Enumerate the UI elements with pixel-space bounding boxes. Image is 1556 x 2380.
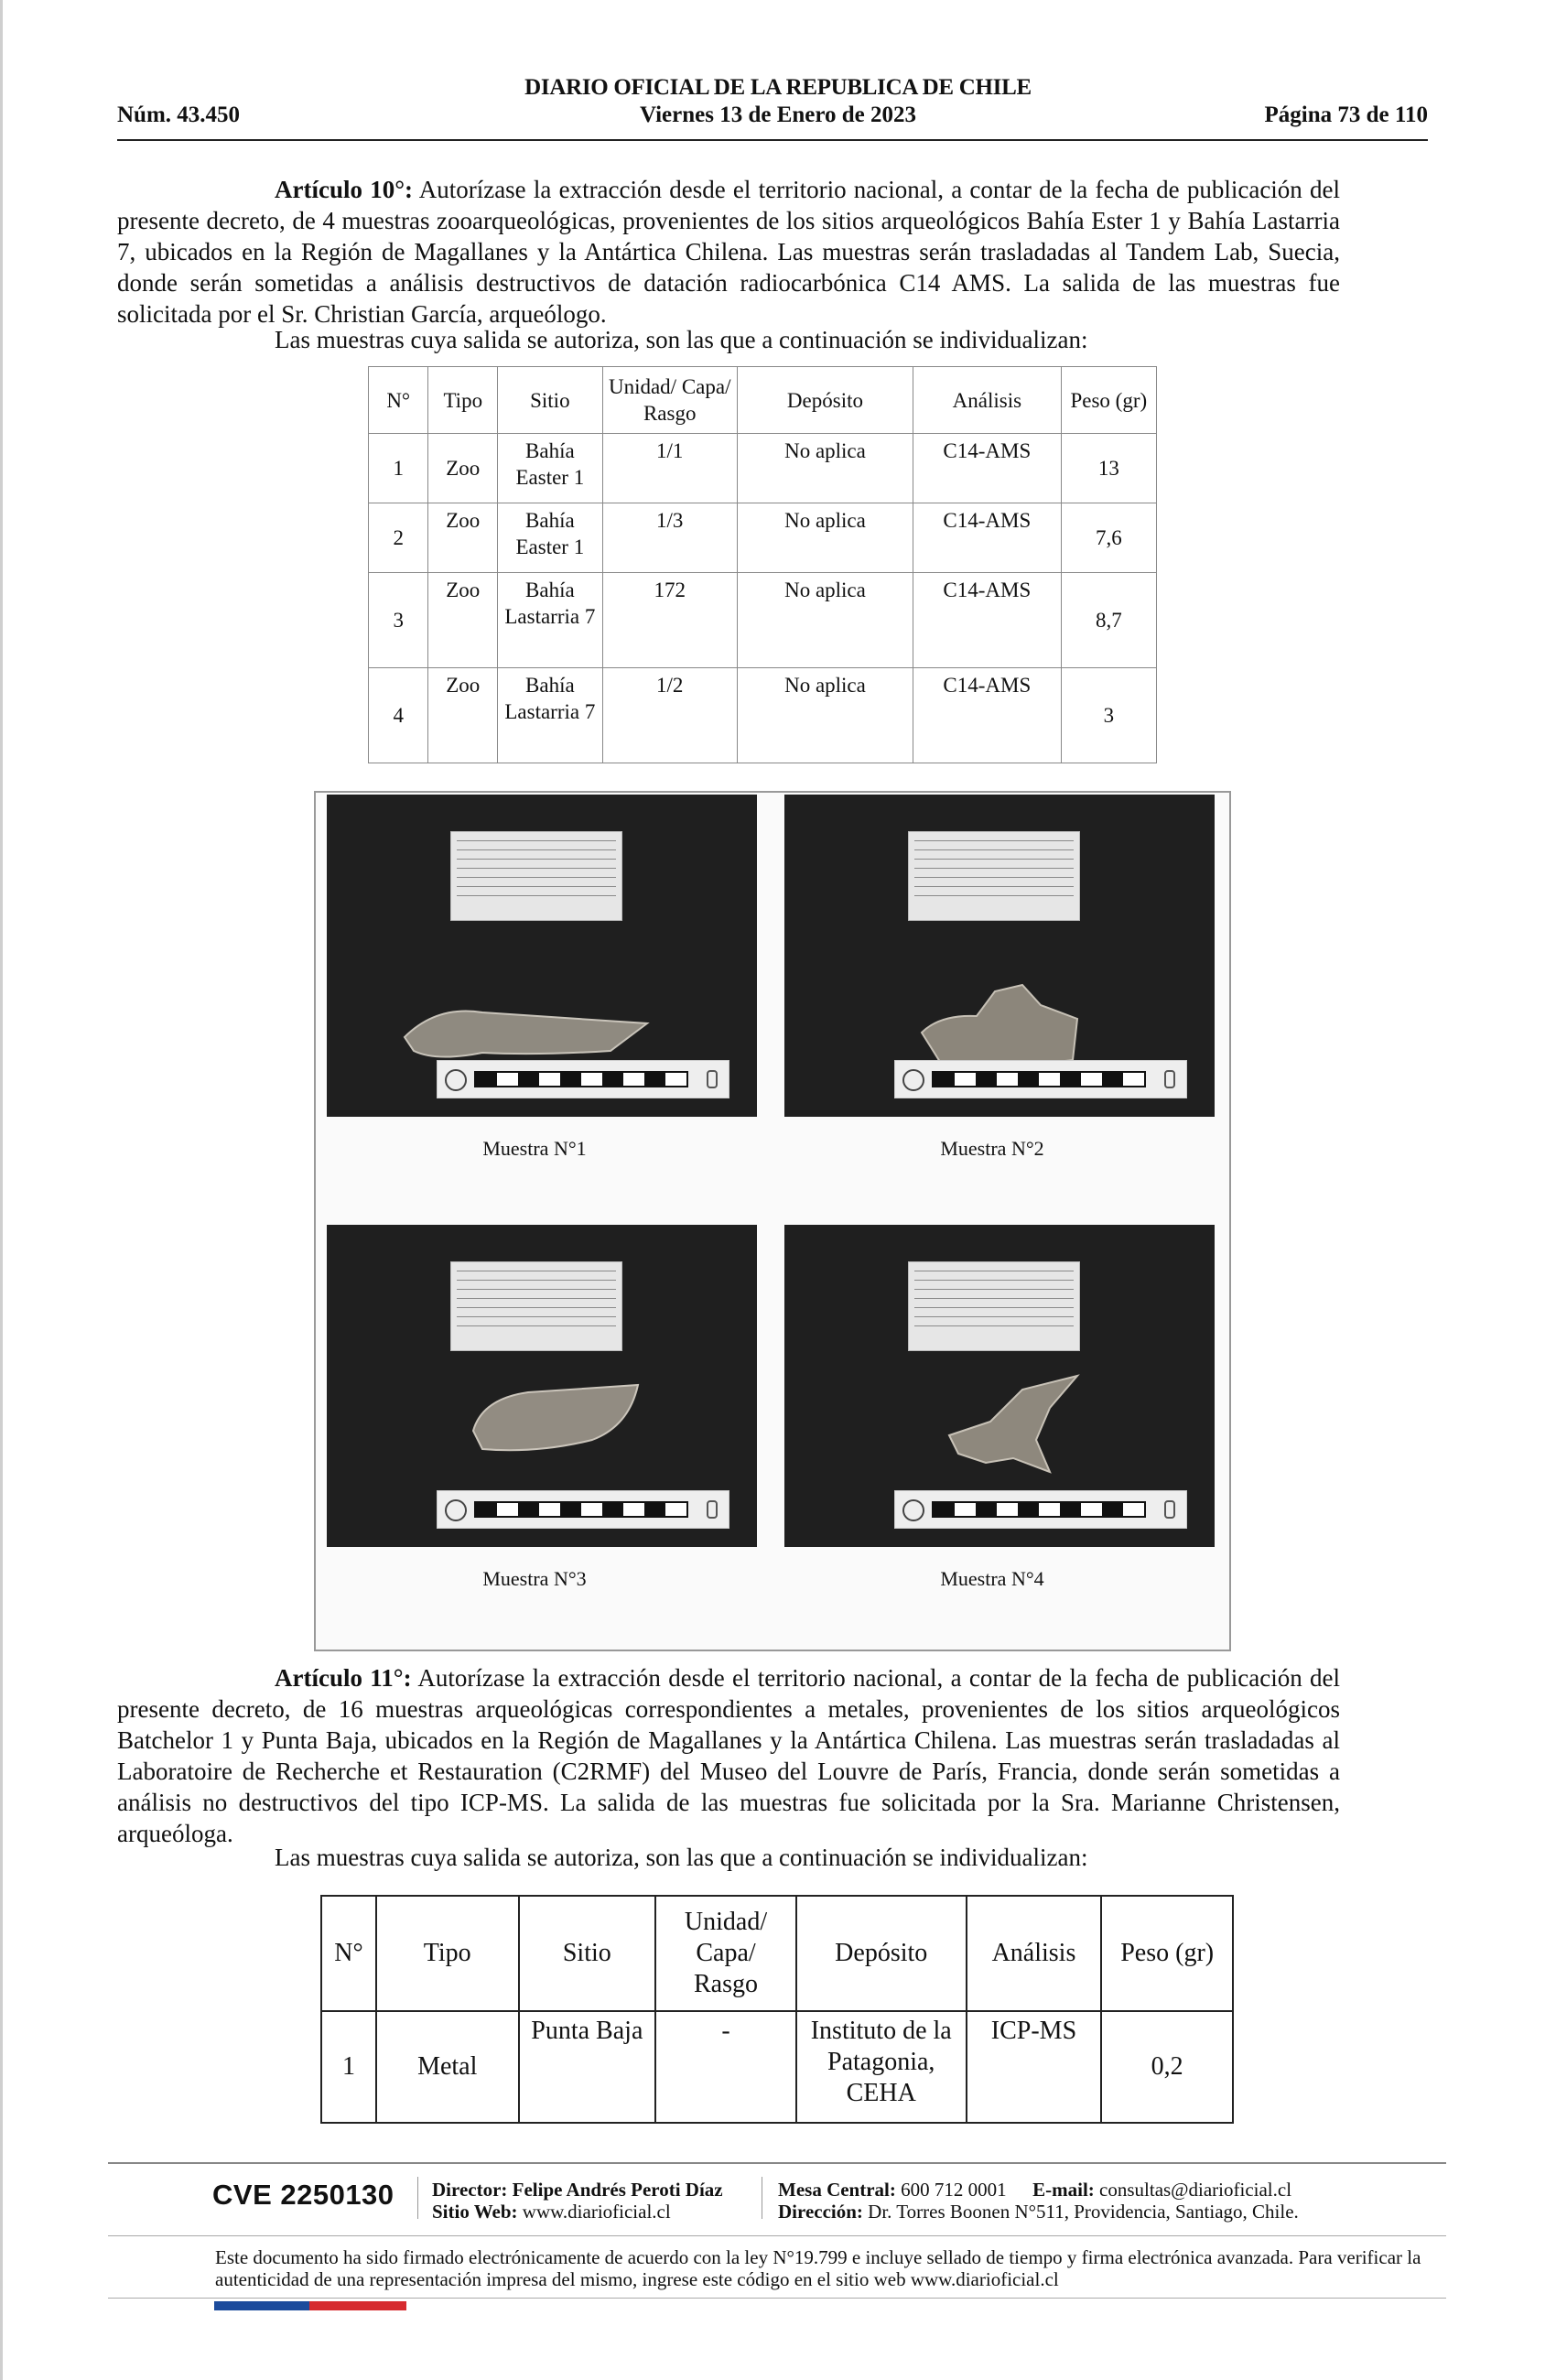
col-header-unit: Unidad/ Capa/ Rasgo [602, 367, 737, 434]
photo-caption: Muestra N°4 [940, 1567, 1044, 1590]
samples-table-2 [320, 1895, 1234, 2124]
email-link[interactable]: consultas@diarioficial.cl [1099, 2179, 1292, 2201]
issue-number: Núm. 43.450 [117, 103, 241, 127]
sample-photo-3 [327, 1225, 757, 1547]
sample-photo-cell-2 [773, 793, 1211, 1210]
footer-separator [417, 2177, 418, 2219]
cell-type: Zoo [428, 434, 498, 503]
header-divider [117, 139, 1428, 141]
cell-number: 4 [369, 668, 428, 763]
cell-type: Zoo [428, 503, 498, 573]
cell-unit: 1/1 [602, 434, 737, 503]
scale-bar [437, 1060, 729, 1098]
samples-table-1 [368, 366, 1157, 763]
email-label: E-mail: [1032, 2179, 1095, 2201]
footer-website [432, 2201, 671, 2223]
table-header-row [369, 367, 1157, 434]
cell-number: 1 [369, 434, 428, 503]
col-header-analysis: Análisis [967, 1896, 1102, 2011]
cve-code: CVE 2250130 [212, 2179, 394, 2211]
photo-caption: Muestra N°1 [482, 1137, 587, 1160]
article-11-heading: Artículo 11°: [275, 1664, 412, 1692]
sample-photo-4 [784, 1225, 1215, 1547]
cell-unit: 1/3 [602, 503, 737, 573]
page-number: Página 73 de 110 [1264, 103, 1428, 127]
article-10-intro: Las muestras cuya salida se autoriza, son las que a continuación se individualizan: [275, 326, 1088, 353]
col-header-site: Sitio [498, 367, 603, 434]
cell-weight: 8,7 [1061, 573, 1156, 668]
signature-notice: Este documento ha sido firmado electrónicamente de acuerdo con la ley N°19.799 e incluye sellado de tiempo y firma electrónica avanzada. Para verificar la autenticidad de una representación impresa del mismo, ingrese este código en el sitio web www.diarioficial.cl [215, 2246, 1421, 2290]
sample-label-card [908, 831, 1080, 921]
cell-deposit: Instituto de la Patagonia, CEHA [796, 2011, 967, 2123]
website-label: Sitio Web: [432, 2201, 518, 2223]
cell-analysis: C14-AMS [913, 573, 1062, 668]
sample-label-card [908, 1261, 1080, 1351]
article-10-text: Autorízase la extracción desde el territorio nacional, a contar de la fecha de publicación del presente decreto, de 4 muestras zooarqueológicas, provenientes de los sitios arqueológicos Bahía Ester 1 y Bahía Lastarria 7, ubicados en la Región de Magallanes y la Antártica Chilena. Las muestras serán trasladadas al Tandem Lab, Suecia, donde serán sometidas a análisis destructivos de datación radiocarbónica C14 AMS. La salida de las muestras fue solicitada por el Sr. Christian García, arqueólogo. [117, 176, 1341, 328]
table-row [369, 434, 1157, 503]
scale-bar [894, 1490, 1187, 1529]
col-header-deposit: Depósito [737, 367, 913, 434]
vertebra-fragment-shape [940, 1371, 1086, 1481]
col-header-number: N° [321, 1896, 376, 2011]
cell-site: Bahía Lastarria 7 [498, 573, 603, 668]
cell-analysis: C14-AMS [913, 434, 1062, 503]
director-name: Felipe Andrés Peroti Díaz [512, 2179, 723, 2201]
sample-label-card [450, 831, 622, 921]
col-header-number: N° [369, 367, 428, 434]
sample-label-card [450, 1261, 622, 1351]
cell-analysis: C14-AMS [913, 503, 1062, 573]
col-header-weight: Peso (gr) [1061, 367, 1156, 434]
footer-divider [108, 2298, 1446, 2299]
phone-value: 600 712 0001 [901, 2179, 1007, 2201]
footer-divider [108, 2162, 1446, 2164]
cell-type: Metal [376, 2011, 519, 2123]
cell-analysis: C14-AMS [913, 668, 1062, 763]
cell-analysis: ICP-MS [967, 2011, 1102, 2123]
article-11-intro: Las muestras cuya salida se autoriza, son las que a continuación se individualizan: [275, 1844, 1088, 1871]
cell-site: Bahía Easter 1 [498, 434, 603, 503]
cell-number: 1 [321, 2011, 376, 2123]
flag-stripe-blue [214, 2301, 309, 2310]
page-edge [0, 0, 3, 2380]
table-row [369, 668, 1157, 763]
col-header-type: Tipo [376, 1896, 519, 2011]
cell-type: Zoo [428, 668, 498, 763]
address-label: Dirección: [778, 2201, 863, 2223]
photo-caption: Muestra N°2 [940, 1137, 1044, 1160]
cell-deposit: No aplica [737, 434, 913, 503]
col-header-unit: Unidad/ Capa/ Rasgo [655, 1896, 796, 2011]
issue-date: Viernes 13 de Enero de 2023 [639, 103, 917, 127]
article-11-text: Autorízase la extracción desde el territorio nacional, a contar de la fecha de publicación del presente decreto, de 16 muestras arqueológicas correspondientes a metales, provenientes de los sitios arqueológicos Batchelor 1 y Punta Baja, ubicados en la Región de Magallanes y la Antártica Chilena. Las muestras serán trasladadas al Laboratoire de Recherche et Restauration (C2RMF) del Museo del Louvre de París, Francia, donde serán sometidas a análisis no destructivos del tipo ICP-MS. La salida de las muestras fue solicitada por la Sra. Marianne Christensen, arqueóloga. [117, 1664, 1341, 1847]
director-label: Director: [432, 2179, 508, 2201]
cell-unit: 172 [602, 573, 737, 668]
col-header-analysis: Análisis [913, 367, 1062, 434]
cell-weight: 3 [1061, 668, 1156, 763]
sample-photo-1 [327, 795, 757, 1117]
cell-number: 2 [369, 503, 428, 573]
sample-photo-cell-1 [316, 793, 753, 1210]
scale-bar [894, 1060, 1187, 1098]
sample-photos-grid [314, 791, 1231, 1651]
sample-photo-cell-4 [773, 1223, 1211, 1640]
cell-deposit: No aplica [737, 503, 913, 573]
col-header-type: Tipo [428, 367, 498, 434]
table-row [321, 2011, 1233, 2123]
sample-photo-cell-3 [316, 1223, 753, 1640]
cell-site: Bahía Lastarria 7 [498, 668, 603, 763]
table-row [369, 503, 1157, 573]
cell-number: 3 [369, 573, 428, 668]
footer-contact [778, 2179, 1291, 2201]
cell-site: Punta Baja [519, 2011, 656, 2123]
bone-fragment-shape [464, 1376, 647, 1458]
footer-address [778, 2201, 1299, 2223]
bone-fragment-shape [400, 987, 656, 1069]
phone-label: Mesa Central: [778, 2179, 896, 2201]
cell-type: Zoo [428, 573, 498, 668]
col-header-site: Sitio [519, 1896, 656, 2011]
table-header-row [321, 1896, 1233, 2011]
article-11-paragraph [117, 1662, 1340, 1849]
cell-unit: 1/2 [602, 668, 737, 763]
footer-divider [108, 2235, 1446, 2236]
address-value: Dr. Torres Boonen N°511, Providencia, Santiago, Chile. [868, 2201, 1299, 2223]
cell-weight: 7,6 [1061, 503, 1156, 573]
cell-deposit: No aplica [737, 668, 913, 763]
scale-bar [437, 1490, 729, 1529]
article-10-paragraph [117, 174, 1340, 330]
cell-weight: 0,2 [1101, 2011, 1233, 2123]
cell-unit: - [655, 2011, 796, 2123]
photo-caption: Muestra N°3 [482, 1567, 587, 1590]
col-header-weight: Peso (gr) [1101, 1896, 1233, 2011]
col-header-deposit: Depósito [796, 1896, 967, 2011]
cell-deposit: No aplica [737, 573, 913, 668]
footer-director [432, 2179, 723, 2201]
website-link[interactable]: www.diarioficial.cl [522, 2201, 671, 2223]
article-10-heading: Artículo 10°: [275, 176, 413, 203]
cell-weight: 13 [1061, 434, 1156, 503]
sample-photo-2 [784, 795, 1215, 1117]
gazette-title: DIARIO OFICIAL DE LA REPUBLICA DE CHILE [524, 75, 1032, 100]
table-row [369, 573, 1157, 668]
cell-site: Bahía Easter 1 [498, 503, 603, 573]
flag-stripe-red [309, 2301, 406, 2310]
